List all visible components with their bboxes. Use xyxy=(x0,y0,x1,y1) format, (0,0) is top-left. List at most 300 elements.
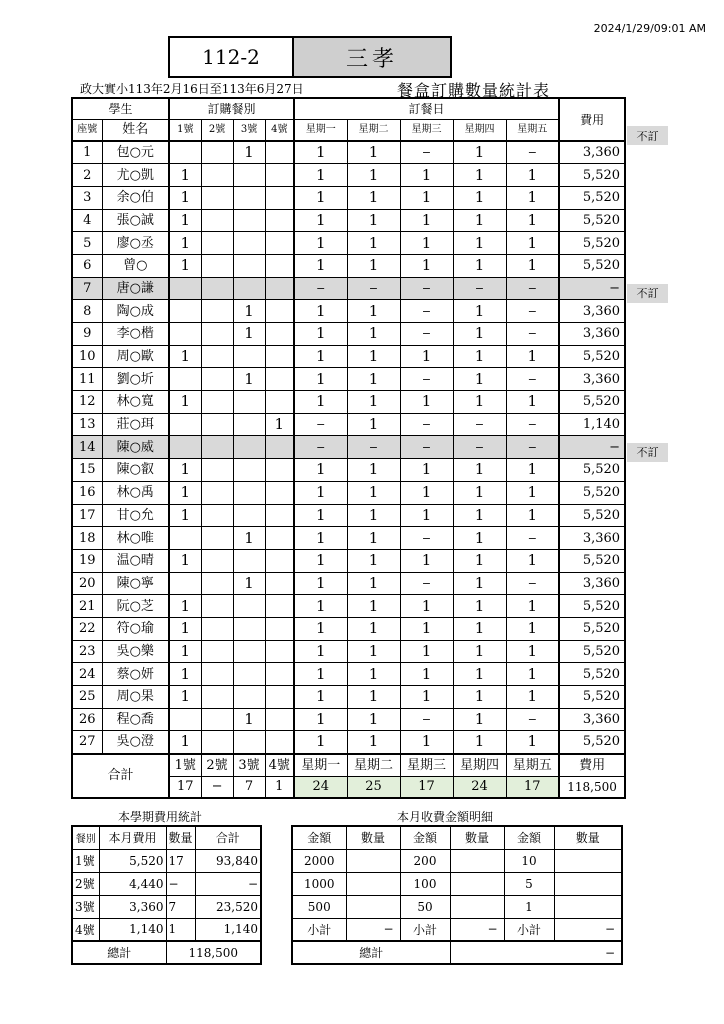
seat-number: 23 xyxy=(72,640,102,663)
money-subtotal-value: − xyxy=(346,918,400,941)
seat-number: 6 xyxy=(72,254,102,277)
day-1-order: 1 xyxy=(294,345,347,368)
money-row xyxy=(292,872,622,895)
meal-2-count xyxy=(201,345,233,368)
seat-number: 5 xyxy=(72,232,102,255)
meal-1-count: 1 xyxy=(169,640,201,663)
day-1-order: 1 xyxy=(294,164,347,187)
money-subtotal-label: 小計 xyxy=(292,918,346,941)
meal-2-count xyxy=(201,527,233,550)
student-name: 劉○圻 xyxy=(102,368,169,391)
meal-2-count xyxy=(201,640,233,663)
day-3-order: 1 xyxy=(400,391,453,414)
student-row xyxy=(72,345,625,368)
day-5-order: − xyxy=(506,277,559,300)
meal-4-count xyxy=(265,686,294,709)
student-row xyxy=(72,504,625,527)
money-amount: 500 xyxy=(292,895,346,918)
summary-price: 5,520 xyxy=(99,849,166,872)
meal-4-count xyxy=(265,708,294,731)
day-thu-header: 星期四 xyxy=(453,119,506,141)
day-mon-header: 星期一 xyxy=(294,119,347,141)
day-1-order: − xyxy=(294,277,347,300)
day-2-order: 1 xyxy=(347,300,400,323)
day-2-order: 1 xyxy=(347,549,400,572)
student-row xyxy=(72,527,625,550)
meal-4-count xyxy=(265,459,294,482)
day-5-order: 1 xyxy=(506,595,559,618)
day-2-order: 1 xyxy=(347,504,400,527)
meal-3-count xyxy=(233,164,265,187)
day-2-order: 1 xyxy=(347,323,400,346)
day-1-order: − xyxy=(294,436,347,459)
money-amount: 1000 xyxy=(292,872,346,895)
day-1-order: 1 xyxy=(294,141,347,164)
totals-day-4-label: 星期四 xyxy=(453,754,506,777)
money-qty-header-3: 數量 xyxy=(554,826,622,849)
student-name: 吳○樂 xyxy=(102,640,169,663)
totals-meal-4-label: 4號 xyxy=(265,754,294,777)
total-meal-1: 17 xyxy=(169,777,201,798)
student-row xyxy=(72,300,625,323)
meal-1-count: 1 xyxy=(169,549,201,572)
day-5-order: 1 xyxy=(506,232,559,255)
student-fee: 3,360 xyxy=(559,141,625,164)
student-fee: 3,360 xyxy=(559,323,625,346)
day-5-order: − xyxy=(506,572,559,595)
meal-1-count xyxy=(169,436,201,459)
day-3-order: − xyxy=(400,527,453,550)
meal-1-count xyxy=(169,413,201,436)
meal-1-count: 1 xyxy=(169,186,201,209)
student-name: 周○歐 xyxy=(102,345,169,368)
meal-4-count xyxy=(265,209,294,232)
total-day-3: 17 xyxy=(400,777,453,798)
summary-row xyxy=(72,849,261,872)
day-5-order: 1 xyxy=(506,504,559,527)
money-amount-header-2: 金額 xyxy=(400,826,450,849)
meal-4-count: 1 xyxy=(265,413,294,436)
day-2-order: − xyxy=(347,436,400,459)
day-3-order: 1 xyxy=(400,595,453,618)
seat-number: 24 xyxy=(72,663,102,686)
day-5-order: − xyxy=(506,141,559,164)
seat-number: 19 xyxy=(72,549,102,572)
meal-4-header: 4號 xyxy=(265,119,294,141)
semester-summary-table xyxy=(71,825,262,965)
money-amount-header-1: 金額 xyxy=(292,826,346,849)
day-1-order: 1 xyxy=(294,549,347,572)
summary-type: 2號 xyxy=(72,872,99,895)
day-5-order: 1 xyxy=(506,164,559,187)
day-2-order: 1 xyxy=(347,731,400,754)
seat-number: 8 xyxy=(72,300,102,323)
summary-grand-row xyxy=(72,941,261,964)
seat-number: 12 xyxy=(72,391,102,414)
student-fee: 3,360 xyxy=(559,708,625,731)
student-name: 陳○叡 xyxy=(102,459,169,482)
meal-1-count: 1 xyxy=(169,481,201,504)
title-box xyxy=(168,36,452,78)
student-name: 符○瑜 xyxy=(102,617,169,640)
summary-total: − xyxy=(195,872,261,895)
meal-1-count: 1 xyxy=(169,459,201,482)
meal-1-count: 1 xyxy=(169,504,201,527)
day-5-order: 1 xyxy=(506,617,559,640)
meal-3-count xyxy=(233,277,265,300)
day-5-order: − xyxy=(506,413,559,436)
day-4-order: 1 xyxy=(453,549,506,572)
meal-2-count xyxy=(201,186,233,209)
seat-number: 4 xyxy=(72,209,102,232)
meal-4-count xyxy=(265,481,294,504)
student-row xyxy=(72,186,625,209)
meal-3-count xyxy=(233,504,265,527)
meal-2-count xyxy=(201,436,233,459)
student-row xyxy=(72,686,625,709)
student-name: 曾○ xyxy=(102,254,169,277)
day-5-order: 1 xyxy=(506,391,559,414)
day-1-order: 1 xyxy=(294,323,347,346)
day-5-order: 1 xyxy=(506,481,559,504)
totals-meal-1-label: 1號 xyxy=(169,754,201,777)
money-qty xyxy=(554,895,622,918)
student-name: 陳○威 xyxy=(102,436,169,459)
meal-1-count: 1 xyxy=(169,232,201,255)
day-3-order: 1 xyxy=(400,254,453,277)
day-4-order: 1 xyxy=(453,368,506,391)
meal-1-count: 1 xyxy=(169,209,201,232)
day-4-order: 1 xyxy=(453,186,506,209)
day-2-order: 1 xyxy=(347,708,400,731)
meal-2-count xyxy=(201,481,233,504)
student-fee: 5,520 xyxy=(559,209,625,232)
seat-number: 26 xyxy=(72,708,102,731)
money-amount: 1 xyxy=(504,895,554,918)
student-row xyxy=(72,640,625,663)
meal-1-count: 1 xyxy=(169,391,201,414)
meal-3-count xyxy=(233,595,265,618)
day-wed-header: 星期三 xyxy=(400,119,453,141)
seat-number: 11 xyxy=(72,368,102,391)
student-name: 陳○寧 xyxy=(102,572,169,595)
student-fee: 5,520 xyxy=(559,254,625,277)
meal-3-count: 1 xyxy=(233,572,265,595)
money-qty-header-2: 數量 xyxy=(450,826,504,849)
order-days-header: 訂餐日 xyxy=(294,98,559,119)
day-2-order: 1 xyxy=(347,527,400,550)
money-grand-row xyxy=(292,941,622,964)
total-meal-4: 1 xyxy=(265,777,294,798)
money-subtotal-value: − xyxy=(554,918,622,941)
summary-total: 1,140 xyxy=(195,918,261,941)
summary-row xyxy=(72,872,261,895)
day-4-order: − xyxy=(453,413,506,436)
day-1-order: 1 xyxy=(294,209,347,232)
day-5-order: − xyxy=(506,527,559,550)
student-fee: 5,520 xyxy=(559,391,625,414)
meal-1-count: 1 xyxy=(169,254,201,277)
meal-4-count xyxy=(265,640,294,663)
day-2-order: 1 xyxy=(347,686,400,709)
day-3-order: 1 xyxy=(400,209,453,232)
day-4-order: 1 xyxy=(453,640,506,663)
total-day-1: 24 xyxy=(294,777,347,798)
student-name: 林○唯 xyxy=(102,527,169,550)
totals-label-row xyxy=(72,754,625,777)
seat-number: 21 xyxy=(72,595,102,618)
day-2-order: 1 xyxy=(347,595,400,618)
student-row xyxy=(72,277,625,300)
student-row xyxy=(72,459,625,482)
day-2-order: 1 xyxy=(347,572,400,595)
day-1-order: 1 xyxy=(294,663,347,686)
meal-4-count xyxy=(265,663,294,686)
student-name: 甘○允 xyxy=(102,504,169,527)
day-4-order: 1 xyxy=(453,481,506,504)
student-fee: 5,520 xyxy=(559,595,625,618)
money-amount-header-3: 金額 xyxy=(504,826,554,849)
name-header: 姓名 xyxy=(102,119,169,141)
student-fee: 5,520 xyxy=(559,686,625,709)
meal-4-count xyxy=(265,277,294,300)
day-4-order: 1 xyxy=(453,254,506,277)
meal-2-count xyxy=(201,209,233,232)
meal-2-header: 2號 xyxy=(201,119,233,141)
meal-1-count xyxy=(169,141,201,164)
money-qty xyxy=(346,895,400,918)
meal-1-count xyxy=(169,708,201,731)
meal-1-count xyxy=(169,572,201,595)
summary-price: 4,440 xyxy=(99,872,166,895)
day-1-order: 1 xyxy=(294,300,347,323)
seat-number: 3 xyxy=(72,186,102,209)
student-fee: 3,360 xyxy=(559,300,625,323)
student-name: 林○寬 xyxy=(102,391,169,414)
seat-number: 25 xyxy=(72,686,102,709)
day-2-order: 1 xyxy=(347,481,400,504)
student-name: 阮○芝 xyxy=(102,595,169,618)
day-4-order: 1 xyxy=(453,391,506,414)
meal-3-count: 1 xyxy=(233,708,265,731)
seat-number: 20 xyxy=(72,572,102,595)
meal-4-count xyxy=(265,368,294,391)
money-qty xyxy=(450,895,504,918)
meal-2-count xyxy=(201,391,233,414)
meal-2-count xyxy=(201,731,233,754)
day-2-order: 1 xyxy=(347,141,400,164)
seat-number: 16 xyxy=(72,481,102,504)
day-3-order: 1 xyxy=(400,459,453,482)
meal-3-count xyxy=(233,209,265,232)
meal-3-count xyxy=(233,232,265,255)
meal-4-count xyxy=(265,391,294,414)
day-3-order: 1 xyxy=(400,663,453,686)
day-5-order: − xyxy=(506,368,559,391)
day-3-order: 1 xyxy=(400,481,453,504)
student-row xyxy=(72,549,625,572)
meal-3-count xyxy=(233,663,265,686)
seat-number: 27 xyxy=(72,731,102,754)
money-qty xyxy=(554,872,622,895)
no-order-header-tag: 不訂 xyxy=(627,126,668,145)
money-detail-table xyxy=(291,825,623,965)
day-4-order: 1 xyxy=(453,504,506,527)
summary-price: 3,360 xyxy=(99,895,166,918)
money-subtotal-row xyxy=(292,918,622,941)
meal-1-count xyxy=(169,323,201,346)
day-3-order: 1 xyxy=(400,232,453,255)
day-3-order: − xyxy=(400,708,453,731)
day-5-order: 1 xyxy=(506,345,559,368)
student-row xyxy=(72,595,625,618)
meal-3-count xyxy=(233,617,265,640)
day-2-order: 1 xyxy=(347,413,400,436)
day-1-order: 1 xyxy=(294,459,347,482)
meal-3-count xyxy=(233,186,265,209)
totals-day-1-label: 星期一 xyxy=(294,754,347,777)
summary-qty: − xyxy=(166,872,195,895)
summary-price: 1,140 xyxy=(99,918,166,941)
money-qty-header-1: 數量 xyxy=(346,826,400,849)
money-subtotal-label: 小計 xyxy=(504,918,554,941)
student-fee: 5,520 xyxy=(559,186,625,209)
day-5-order: 1 xyxy=(506,549,559,572)
money-amount: 200 xyxy=(400,849,450,872)
day-1-order: 1 xyxy=(294,504,347,527)
day-1-order: − xyxy=(294,413,347,436)
student-fee: 5,520 xyxy=(559,459,625,482)
summary-type-header: 餐別 xyxy=(72,826,99,849)
day-4-order: 1 xyxy=(453,617,506,640)
seat-number: 9 xyxy=(72,323,102,346)
meal-1-count xyxy=(169,300,201,323)
totals-day-3-label: 星期三 xyxy=(400,754,453,777)
student-row xyxy=(72,368,625,391)
money-header-row xyxy=(292,826,622,849)
money-subtotal-value: − xyxy=(450,918,504,941)
meal-1-header: 1號 xyxy=(169,119,201,141)
meal-4-count xyxy=(265,595,294,618)
summary-total: 93,840 xyxy=(195,849,261,872)
day-4-order: 1 xyxy=(453,323,506,346)
student-name: 吳○澄 xyxy=(102,731,169,754)
fee-header: 費用 xyxy=(559,98,625,141)
order-table xyxy=(71,97,626,799)
day-5-order: − xyxy=(506,436,559,459)
day-4-order: − xyxy=(453,277,506,300)
meal-3-count: 1 xyxy=(233,141,265,164)
meal-2-count xyxy=(201,595,233,618)
student-header: 學生 xyxy=(72,98,169,119)
school-period: 政大實小113年2月16日至113年6月27日 xyxy=(80,82,304,96)
summary-type: 3號 xyxy=(72,895,99,918)
meal-2-count xyxy=(201,459,233,482)
meal-4-count xyxy=(265,345,294,368)
day-4-order: 1 xyxy=(453,708,506,731)
seat-number: 18 xyxy=(72,527,102,550)
meal-4-count xyxy=(265,504,294,527)
student-row xyxy=(72,481,625,504)
day-1-order: 1 xyxy=(294,617,347,640)
money-row xyxy=(292,849,622,872)
day-2-order: 1 xyxy=(347,368,400,391)
meal-1-count: 1 xyxy=(169,731,201,754)
student-fee: 3,360 xyxy=(559,572,625,595)
total-day-4: 24 xyxy=(453,777,506,798)
seat-number: 1 xyxy=(72,141,102,164)
day-5-order: 1 xyxy=(506,209,559,232)
day-2-order: 1 xyxy=(347,617,400,640)
student-row xyxy=(72,141,625,164)
student-fee: 5,520 xyxy=(559,617,625,640)
day-3-order: 1 xyxy=(400,504,453,527)
total-day-2: 25 xyxy=(347,777,400,798)
meal-2-count xyxy=(201,686,233,709)
meal-3-count xyxy=(233,549,265,572)
day-4-order: 1 xyxy=(453,141,506,164)
money-row xyxy=(292,895,622,918)
day-4-order: − xyxy=(453,436,506,459)
student-row xyxy=(72,413,625,436)
meal-3-count xyxy=(233,391,265,414)
summary-qty: 17 xyxy=(166,849,195,872)
day-2-order: 1 xyxy=(347,663,400,686)
student-name: 陶○成 xyxy=(102,300,169,323)
day-1-order: 1 xyxy=(294,368,347,391)
meal-4-count xyxy=(265,323,294,346)
totals-day-2-label: 星期二 xyxy=(347,754,400,777)
meal-3-count xyxy=(233,731,265,754)
summary-qty-header: 數量 xyxy=(166,826,195,849)
day-5-order: 1 xyxy=(506,640,559,663)
seat-number: 7 xyxy=(72,277,102,300)
day-2-order: 1 xyxy=(347,391,400,414)
seat-number: 2 xyxy=(72,164,102,187)
meal-4-count xyxy=(265,300,294,323)
summary-total: 23,520 xyxy=(195,895,261,918)
meal-3-count xyxy=(233,459,265,482)
total-day-5: 17 xyxy=(506,777,559,798)
summary-qty: 1 xyxy=(166,918,195,941)
day-5-order: − xyxy=(506,300,559,323)
meal-2-count xyxy=(201,413,233,436)
day-4-order: 1 xyxy=(453,572,506,595)
day-2-order: 1 xyxy=(347,345,400,368)
day-1-order: 1 xyxy=(294,640,347,663)
day-1-order: 1 xyxy=(294,481,347,504)
student-row xyxy=(72,164,625,187)
day-5-order: 1 xyxy=(506,186,559,209)
student-fee: 5,520 xyxy=(559,345,625,368)
day-5-order: − xyxy=(506,323,559,346)
day-4-order: 1 xyxy=(453,209,506,232)
day-fri-header: 星期五 xyxy=(506,119,559,141)
totals-day-5-label: 星期五 xyxy=(506,754,559,777)
meal-3-count: 1 xyxy=(233,300,265,323)
totals-meal-3-label: 3號 xyxy=(233,754,265,777)
meal-1-count xyxy=(169,527,201,550)
summary-type: 1號 xyxy=(72,849,99,872)
meal-3-count: 1 xyxy=(233,368,265,391)
student-row xyxy=(72,209,625,232)
student-row xyxy=(72,731,625,754)
day-5-order: 1 xyxy=(506,663,559,686)
student-name: 林○禹 xyxy=(102,481,169,504)
day-5-order: − xyxy=(506,708,559,731)
summary-grand-label: 總計 xyxy=(72,941,166,964)
day-1-order: 1 xyxy=(294,731,347,754)
